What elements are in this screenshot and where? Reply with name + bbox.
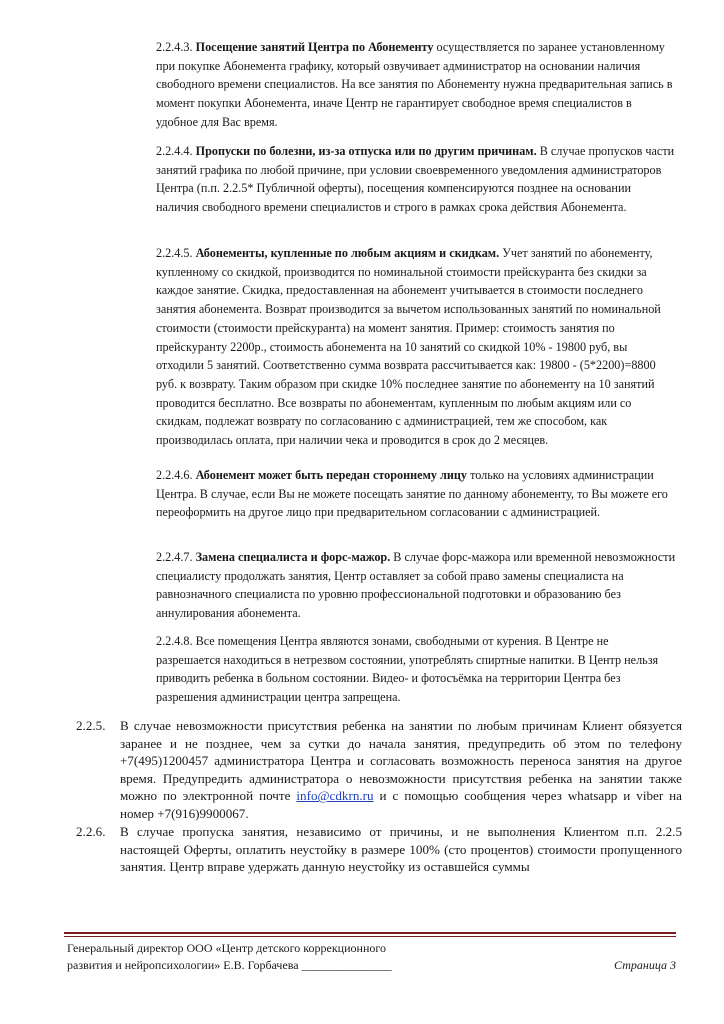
- footer-divider: [64, 932, 676, 934]
- section-text: Все помещения Центра являются зонами, свободными от курения. В Центре не разрешается находиться в нетрезвом состоянии, употреблять спиртные напитки. В Центр нельзя приводить ребенка в больном состоянии. Видео- и фотосъёмка на территории Центра без разрешения администрации центра запрещена.: [156, 634, 659, 705]
- footer-line-1: Генеральный директор ООО «Центр детского коррекционного: [67, 941, 386, 955]
- section-text: Учет занятий по абонементу, купленному со скидкой, производится по номинальной стоимости прейскуранта без скидки за каждое занятие. Скидка, предоставленная на абонемент учитывается в стоимости последнего занятия абонемента. Возврат производится за вычетом использованных занятий по номинальной стоимости (стоимости прейскуранта) на момент занятия. Пример: стоимость занятия по прейскуранту 2200р., стоимость абонемента на 10 занятий со скидкой 10% - 19800 руб, вы отходили 5 занятий. Соответственно сумма возврата рассчитывается как: 19800 - (5*2200)=8800 руб. к возврату. Таким образом при скидке 10% последнее занятие по абонементу на 10 занятий проводится бесплатно. Все возвраты по абонементам, купленным по любым акциям или со скидкам, подлежат возврату по согласованию с администрацией, тем же способом, как производилась оплата, при наличии чека и проводится в срок до 2 месяцев.: [156, 246, 661, 448]
- section-heading: Замена специалиста и форс-мажор.: [195, 550, 391, 564]
- section-heading: Посещение занятий Центра по Абонементу: [195, 40, 434, 54]
- section-2-2-4-7: 2.2.4.7. Замена специалиста и форс-мажор. В случае форс-мажора или временной невозможности специалисту продолжать занятия, Центр оставляет за собой право замены специалиста на равнозначного специалиста по уровню профессиональной подготовки и образованию без аннулирования абонемента.: [156, 550, 676, 621]
- section-number: 2.2.4.6: [156, 468, 190, 482]
- section-number: 2.2.4.7: [156, 550, 190, 564]
- section-text: В случае форс-мажора или временной невозможности специалисту продолжать занятия, Центр оставляет за собой право замены специалиста на равнозначного специалиста по уровню профессиональной подготовки и образованию без аннулирования абонемента.: [156, 550, 676, 621]
- section-text: осуществляется по заранее установленному при покупке Абонемента графику, который озвучивает администратор на основании наличия свободного времени специалистов. На все занятия по Абонементу нужна предварительная запись в момент покупки Абонемента, иначе Центр не гарантирует свободное время специалистов в удобное для Вас время.: [156, 40, 673, 129]
- section-number: 2.2.4.4: [156, 144, 190, 158]
- section-2-2-4-3: 2.2.4.3. Посещение занятий Центра по Абонементу осуществляется по заранее установленному при покупке Абонемента графику, который озвучивает администратор на основании наличия свободного времени специалистов. На все занятия по Абонементу нужна предварительная запись в момент покупки Абонемента, иначе Центр не гарантирует свободное время специалистов в удобное для Вас время.: [156, 40, 673, 129]
- item-2-2-6: [76, 823, 682, 876]
- section-text: В случае пропусков части занятий графика по любой причине, при условии своевременного уведомления администраторов Центра (п.п. 2.2.5* Публичной оферты), посещения компенсируются позднее на основании наличия свободного времени специалистов и строго в рамках срока действия Абонемента.: [156, 144, 675, 215]
- section-number: 2.2.4.8: [156, 634, 190, 648]
- section-heading: Абонемент может быть передан стороннему лицу: [195, 468, 468, 482]
- item-text-after: и с помощью сообщения через whatsapp и viber на номер +7(916)9900067.: [120, 788, 682, 821]
- section-2-2-4-5: 2.2.4.5. Абонементы, купленные по любым акциям и скидкам. Учет занятий по абонементу, купленному со скидкой, производится по номинальной стоимости прейскуранта без скидки за каждое занятие. Скидка, предоставленная на абонемент учитывается в стоимости последнего занятия абонемента. Возврат производится за вычетом использованных занятий по номинальной стоимости (стоимости прейскуранта) на момент занятия. Пример: стоимость занятия по прейскуранту 2200р., стоимость абонемента на 10 занятий со скидкой 10% - 19800 руб, вы отходили 5 занятий. Соответственно сумма возврата рассчитывается как: 19800 - (5*2200)=8800 руб. к возврату. Таким образом при скидке 10% последнее занятие по абонементу на 10 занятий проводится бесплатно. Все возвраты по абонементам, купленным по любым акциям или со скидкам, подлежат возврату по согласованию с администрацией, тем же способом, как производилась оплата, при наличии чека и проводится в срок до 2 месяцев.: [156, 246, 661, 448]
- item-number: 2.2.5.: [76, 718, 106, 733]
- footer-line-2: развития и нейропсихологии» Е.В. Горбачева _______________: [67, 958, 392, 972]
- item-2-2-5: [76, 717, 682, 823]
- section-number: 2.2.4.3: [156, 40, 190, 54]
- section-2-2-4-4: 2.2.4.4. Пропуски по болезни, из-за отпуска или по другим причинам. В случае пропусков части занятий графика по любой причине, при условии своевременного уведомления администраторов Центра (п.п. 2.2.5* Публичной оферты), посещения компенсируются позднее на основании наличия свободного времени специалистов и строго в рамках срока действия Абонемента.: [156, 144, 675, 215]
- item-text: В случае пропуска занятия, независимо от причины, и не выполнения Клиентом п.п. 2.2.5 настоящей Оферты, оплатить неустойку в размере 100% (сто процентов) стоимости пропущенного занятия. Центр вправе удержать данную неустойку из оставшейся суммы: [120, 824, 682, 875]
- section-heading: Абонементы, купленные по любым акциям и скидкам.: [195, 246, 500, 260]
- page-number: Страница 3: [614, 958, 676, 972]
- section-2-2-4-8: 2.2.4.8. Все помещения Центра являются зонами, свободными от курения. В Центре не разрешается находиться в нетрезвом состоянии, употреблять спиртные напитки. В Центр нельзя приводить ребенка в больном состоянии. Видео- и фотосъёмка на территории Центра без разрешения администрации центра запрещена.: [156, 634, 659, 705]
- email-link[interactable]: info@cdkrn.ru: [296, 788, 374, 804]
- section-number: 2.2.4.5: [156, 246, 190, 260]
- footer-divider-thin: [64, 936, 676, 937]
- footer-signature: [67, 940, 487, 974]
- section-heading: Пропуски по болезни, из-за отпуска или по другим причинам.: [195, 144, 537, 158]
- section-text: только на условиях администрации Центра. В случае, если Вы не можете посещать занятие по данному абонементу, то Вы можете его переоформить на другое лицо при предварительном согласовании с администрацией.: [156, 468, 668, 520]
- section-2-2-4-6: 2.2.4.6. Абонемент может быть передан стороннему лицу только на условиях администрации Центра. В случае, если Вы не можете посещать занятие по данному абонементу, то Вы можете его переоформить на другое лицо при предварительном согласовании с администрацией.: [156, 468, 668, 520]
- item-text-before: В случае невозможности присутствия ребенка на занятии по любым причинам Клиент обязуется заранее и не позднее, чем за сутки до начала занятия, предупредить об этом по телефону +7(495)1200457 администратора Центра и согласовать возможность переноса занятия на другое время. Предупредить администратора о невозможности присутствия ребенка на занятии также можно по электронной почте: [120, 718, 682, 804]
- item-number: 2.2.6.: [76, 824, 106, 839]
- item-text: [120, 717, 682, 823]
